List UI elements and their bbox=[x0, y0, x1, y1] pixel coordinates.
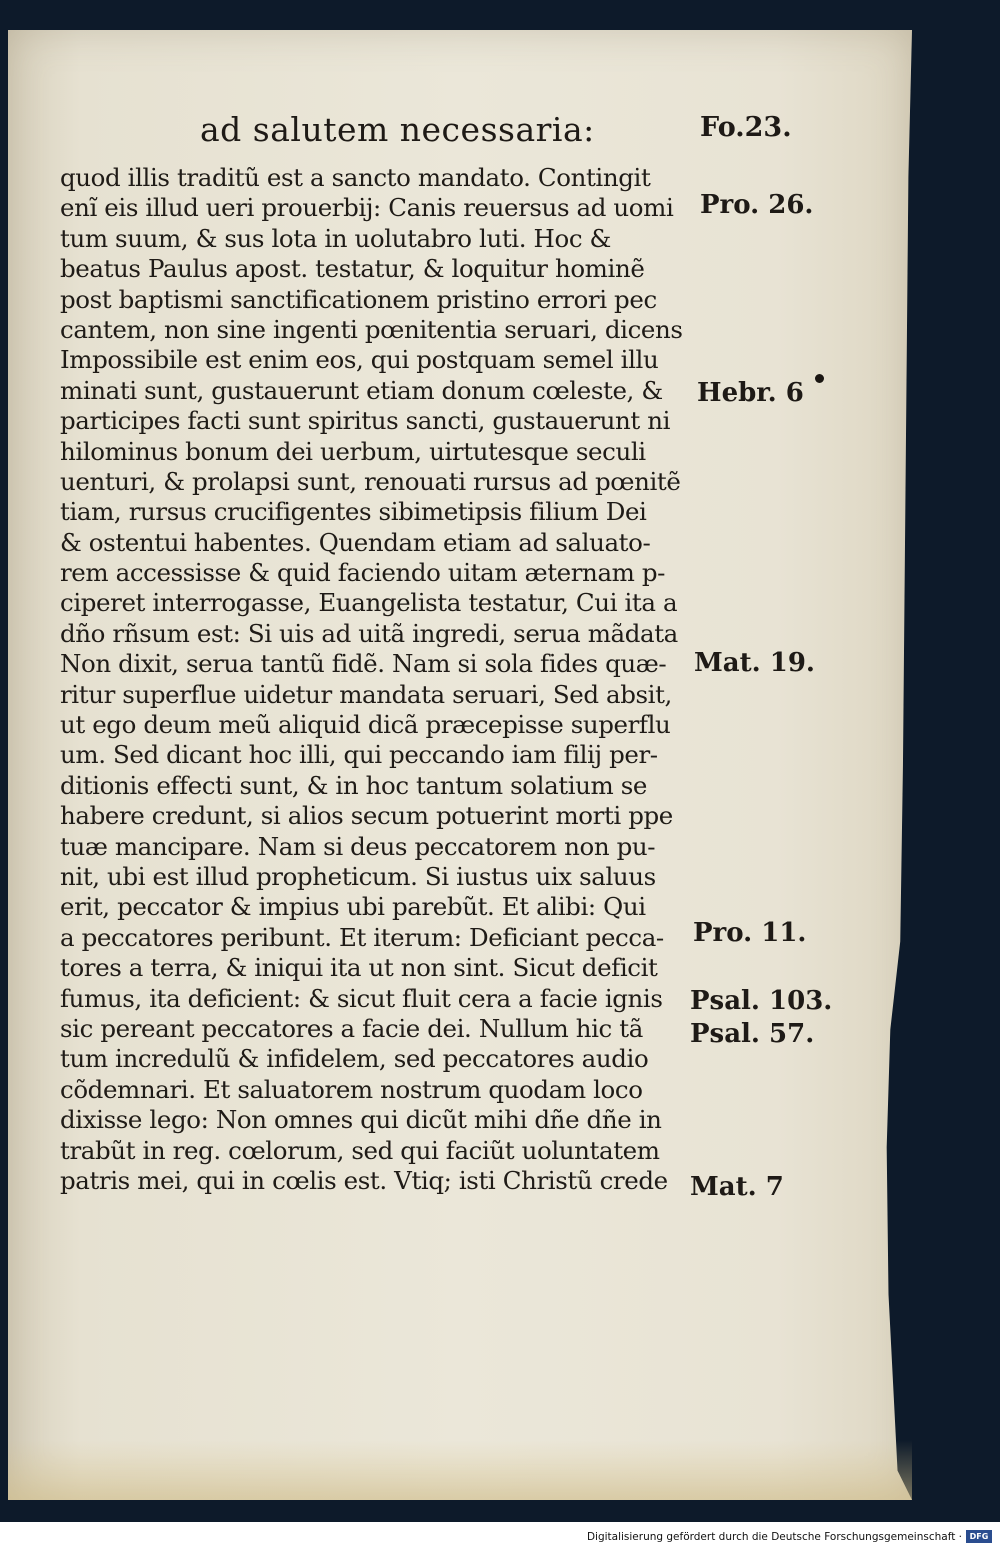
page-stain bbox=[8, 1440, 912, 1500]
text-line: a peccatores peribunt. Et iterum: Deficiant pecca- bbox=[60, 922, 664, 952]
text-line: cõdemnari. Et saluatorem nostrum quodam loco bbox=[60, 1074, 643, 1104]
text-line: habere credunt, si alios secum potuerint morti ppe bbox=[60, 801, 673, 831]
marginal-note-hebr-6: Hebr. 6 bbox=[697, 378, 804, 408]
text-line: ut ego deum meũ aliquid dicã præcepisse superflu bbox=[60, 710, 671, 740]
text-line: tiam, rursus crucifigentes sibimetipsis filium Dei bbox=[60, 497, 647, 527]
body-text-block bbox=[60, 163, 700, 1196]
marginal-note-mat-19: Mat. 19. bbox=[694, 648, 815, 678]
text-line: rem accessisse & quid faciendo uitam æternam p- bbox=[60, 558, 666, 588]
text-line: enĩ eis illud ueri prouerbij: Canis reuersus ad uomi bbox=[60, 193, 674, 223]
marginal-note-pro-26: Pro. 26. bbox=[700, 190, 814, 220]
text-line: beatus Paulus apost. testatur, & loquitur hominẽ bbox=[60, 254, 645, 284]
running-head: ad salutem necessaria: bbox=[200, 110, 595, 149]
text-line: ditionis effecti sunt, & in hoc tantum solatium se bbox=[60, 770, 648, 800]
text-line: patris mei, qui in cœlis est. Vtiq; isti Christũ crede bbox=[60, 1165, 668, 1195]
dfg-logo: DFG bbox=[966, 1530, 992, 1543]
marginal-note-mat-7: Mat. 7 bbox=[690, 1172, 784, 1202]
text-line: post baptismi sanctificationem pristino errori pec bbox=[60, 284, 657, 314]
text-line: um. Sed dicant hoc illi, qui peccando iam filij per- bbox=[60, 740, 658, 770]
marginal-dot bbox=[815, 374, 824, 383]
text-line: participes facti sunt spiritus sancti, gustauerunt ni bbox=[60, 406, 671, 436]
marginal-note-psal-57: Psal. 57. bbox=[690, 1019, 815, 1049]
text-line: fumus, ita deficient: & sicut fluit cera a facie ignis bbox=[60, 983, 663, 1013]
text-line: tum suum, & sus lota in uolutabro luti. Hoc & bbox=[60, 223, 611, 253]
text-line: hilominus bonum dei uerbum, uirtutesque seculi bbox=[60, 436, 646, 466]
text-line: tores a terra, & iniqui ita ut non sint. Sicut deficit bbox=[60, 953, 658, 983]
marginal-note-psal-103: Psal. 103. bbox=[690, 986, 833, 1016]
text-line: tuæ mancipare. Nam si deus peccatorem non pu- bbox=[60, 831, 656, 861]
text-line: dixisse lego: Non omnes qui dicũt mihi dñe dñe in bbox=[60, 1105, 662, 1135]
text-line: cantem, non sine ingenti pœnitentia seruari, dicens bbox=[60, 314, 683, 344]
text-line: sic pereant peccatores a facie dei. Nullum hic tã bbox=[60, 1013, 643, 1043]
text-line: ciperet interrogasse, Euangelista testatur, Cui ita a bbox=[60, 588, 678, 618]
text-line: dño rñsum est: Si uis ad uitã ingredi, serua mãdata bbox=[60, 618, 678, 648]
folio-number: Fo.23. bbox=[700, 112, 792, 143]
text-line: quod illis traditũ est a sancto mandato. Contingit bbox=[60, 163, 651, 192]
text-line: ritur superflue uidetur mandata seruari, Sed absit, bbox=[60, 679, 672, 709]
text-line: Non dixit, serua tantũ fidẽ. Nam si sola fides quæ- bbox=[60, 649, 667, 679]
text-line: & ostentui habentes. Quendam etiam ad saluato- bbox=[60, 527, 651, 557]
digitization-credit: Digitalisierung gefördert durch die Deutsche Forschungsgemeinschaft · bbox=[586, 1531, 962, 1543]
text-line: minati sunt, gustauerunt etiam donum cœleste, & bbox=[60, 375, 663, 405]
text-line: tum incredulũ & infidelem, sed peccatores audio bbox=[60, 1044, 649, 1074]
text-line: uenturi, & prolapsi sunt, renouati rursus ad pœnitẽ bbox=[60, 466, 681, 496]
text-line: trabũt in reg. cœlorum, sed qui faciũt uoluntatem bbox=[60, 1135, 660, 1165]
marginal-note-pro-11: Pro. 11. bbox=[693, 918, 807, 948]
text-line: Impossibile est enim eos, qui postquam semel illu bbox=[60, 345, 659, 375]
text-line: erit, peccator & impius ubi parebũt. Et alibi: Qui bbox=[60, 892, 646, 922]
text-line: nit, ubi est illud propheticum. Si iustus uix saluus bbox=[60, 861, 656, 891]
